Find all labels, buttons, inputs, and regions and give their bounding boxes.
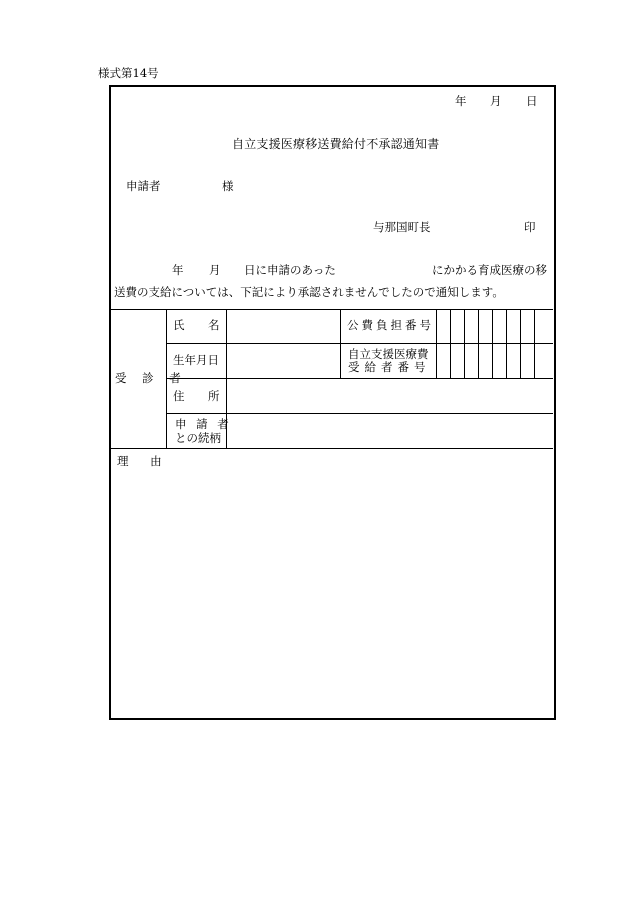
table-row-line-1 — [166, 343, 553, 344]
applicant-label: 申請者 — [126, 179, 161, 193]
table-top-line — [110, 309, 553, 310]
relation-label-1: 申 請 者 — [175, 417, 232, 431]
jiritsu-label-1: 自立支援医療費 — [348, 347, 429, 361]
issuer-name: 与那国町長 — [373, 220, 431, 234]
jiritsu-label-2: 受給者番号 — [348, 360, 431, 374]
digit-box-line — [450, 309, 451, 378]
name-label-1: 氏 — [173, 318, 185, 332]
body-day-text: 日に申請のあった — [244, 263, 336, 277]
birthdate-label: 生年月日 — [173, 353, 219, 367]
public-payer-number-label: 公費負担番号 — [347, 318, 434, 332]
table-bottom-line — [110, 448, 553, 449]
body-line2: 送費の支給については、下記により承認されませんでしたので通知します。 — [114, 285, 504, 299]
table-row-line-2 — [166, 378, 553, 379]
body-line1-tail: にかかる育成医療の移 — [432, 263, 547, 277]
date-year-label: 年 — [455, 94, 467, 108]
seal-mark: 印 — [524, 220, 536, 234]
body-month: 月 — [209, 263, 221, 277]
patient-label: 受 診 者 — [115, 371, 187, 385]
digit-box-line — [520, 309, 521, 378]
digit-box-line — [534, 309, 535, 378]
table-col-line-3 — [340, 309, 341, 378]
body-year: 年 — [172, 263, 184, 277]
reason-label: 理 由 — [117, 454, 171, 468]
address-label-2: 所 — [208, 389, 220, 403]
honorific-label: 様 — [222, 179, 234, 193]
digit-box-line — [506, 309, 507, 378]
digit-box-line — [478, 309, 479, 378]
name-label-2: 名 — [208, 318, 220, 332]
address-label-1: 住 — [173, 389, 185, 403]
table-row-line-3 — [166, 413, 553, 414]
date-month-label: 月 — [490, 94, 502, 108]
digit-box-line — [492, 309, 493, 378]
relation-label-2: との続柄 — [175, 431, 221, 445]
digit-box-line — [464, 309, 465, 378]
date-day-label: 日 — [526, 94, 538, 108]
form-number: 様式第14号 — [98, 66, 159, 80]
table-col-line-4 — [436, 309, 437, 378]
document-title: 自立支援医療移送費給付不承認通知書 — [232, 137, 440, 151]
